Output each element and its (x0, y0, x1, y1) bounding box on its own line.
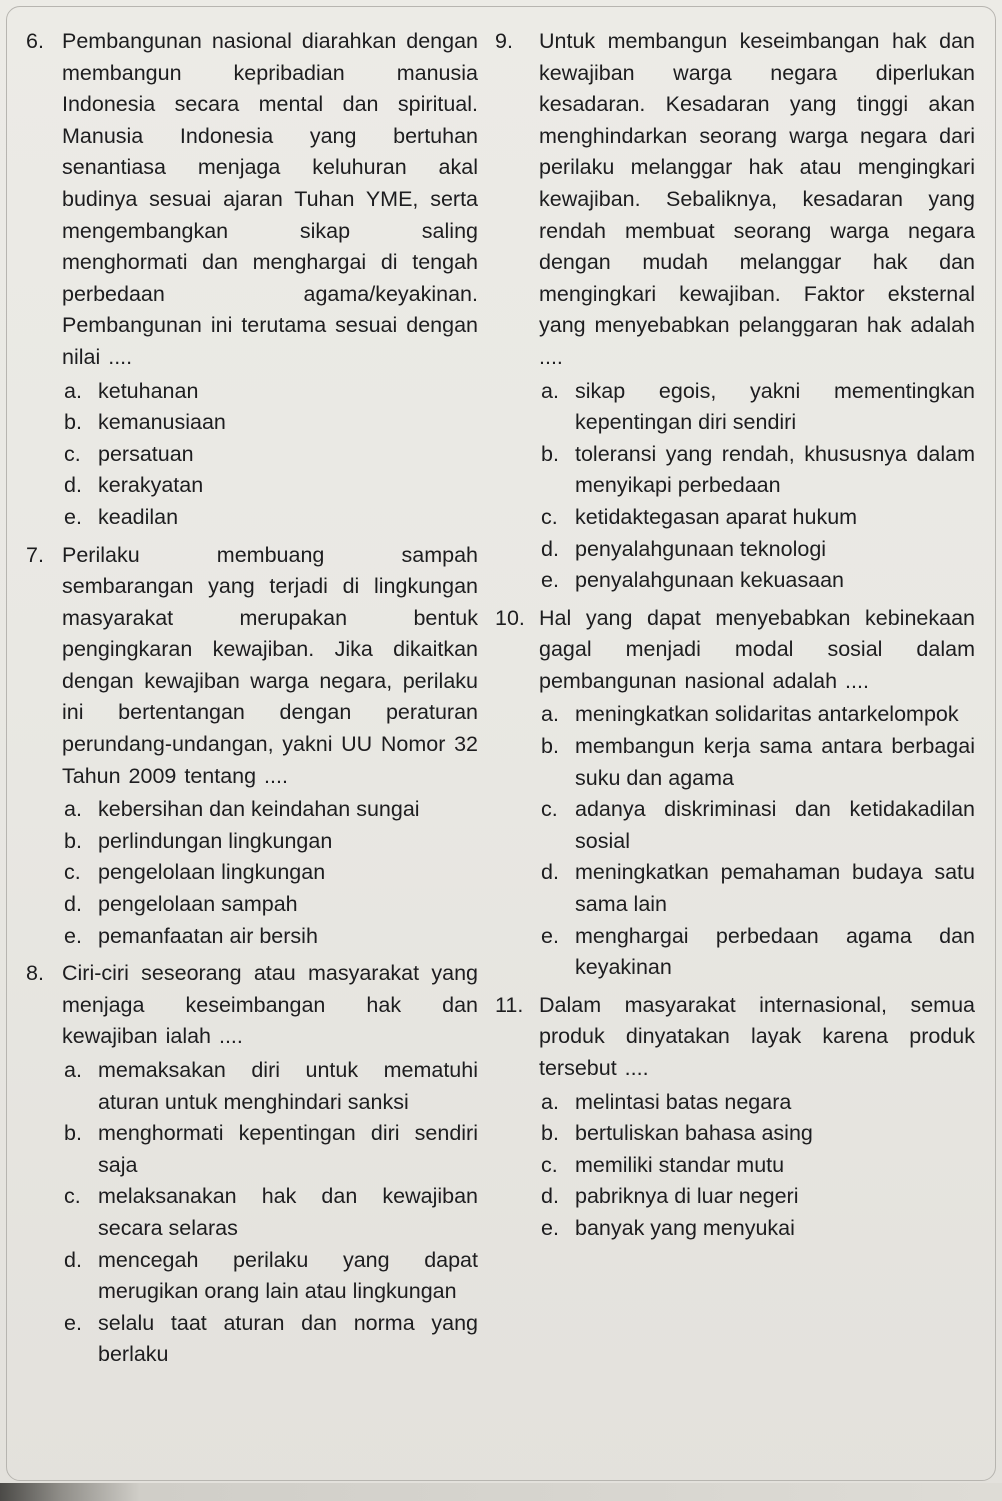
answer-option-c[interactable] (62, 857, 478, 889)
option-letter: c. (64, 1184, 81, 1209)
option-letter: d. (541, 1184, 559, 1209)
option-letter: e. (541, 568, 559, 593)
question-10 (495, 603, 975, 984)
question-stem: Perilaku membuang sampah sembarangan yang terjadi di lingkungan masyarakat merupakan bentuk pengingkaran kewajiban. Jika dikaitkan dengan kewajiban warga negara, perilaku ini bertentangan dengan peraturan perundang-undangan, yakni UU Nomor 32 Tahun 2009 tentang .... (62, 542, 478, 788)
question-number: 11. (495, 992, 524, 1017)
option-letter: a. (541, 1089, 559, 1114)
option-letter: d. (64, 892, 82, 917)
answer-options (539, 376, 975, 597)
question-7 (26, 540, 478, 953)
option-letter: a. (64, 378, 82, 403)
option-text: meningkatkan solidaritas antarkelompok (575, 702, 959, 727)
answer-option-a[interactable] (62, 376, 478, 408)
option-letter: b. (541, 441, 559, 466)
question-stem: Hal yang dapat menyebabkan kebinekaan gagal menjadi modal sosial dalam pembangunan nasional adalah .... (539, 605, 975, 693)
question-number: 10. (495, 605, 525, 630)
option-letter: a. (541, 378, 559, 403)
option-letter: b. (541, 734, 559, 759)
option-text: ketuhanan (98, 378, 199, 403)
option-text: mencegah perilaku yang dapat merugikan orang lain atau lingkungan (98, 1247, 478, 1304)
option-letter: a. (64, 1058, 82, 1082)
option-text: pabriknya di luar negeri (575, 1184, 799, 1209)
answer-option-e[interactable] (62, 1308, 478, 1371)
option-text: toleransi yang rendah, khususnya dalam menyikapi perbedaan (575, 441, 975, 498)
answer-option-d[interactable] (62, 889, 478, 921)
right-column (495, 26, 975, 1251)
answer-option-c[interactable] (539, 502, 975, 534)
option-text: kemanusiaan (98, 410, 226, 435)
option-text: sikap egois, yakni mementingkan kepentingan diri sendiri (575, 378, 975, 435)
option-text: melintasi batas negara (575, 1089, 792, 1114)
answer-option-b[interactable] (62, 826, 478, 858)
answer-option-a[interactable] (62, 1055, 478, 1118)
option-text: ketidaktegasan aparat hukum (575, 504, 858, 529)
question-11 (495, 990, 975, 1245)
answer-option-e[interactable] (539, 1213, 975, 1245)
question-number: 6. (26, 29, 44, 53)
answer-option-d[interactable] (539, 857, 975, 920)
answer-options (539, 1087, 975, 1245)
option-text: kebersihan dan keindahan sungai (98, 797, 420, 822)
option-letter: a. (541, 702, 559, 727)
answer-option-b[interactable] (62, 407, 478, 439)
option-text: memaksakan diri untuk mematuhi aturan untuk menghindari sanksi (98, 1058, 478, 1114)
answer-option-b[interactable] (539, 1118, 975, 1150)
option-text: meningkatkan pemahaman budaya satu sama lain (575, 860, 975, 917)
answer-option-d[interactable] (62, 1245, 478, 1308)
option-text: memiliki standar mutu (575, 1152, 785, 1177)
option-text: penyalahgunaan teknologi (575, 536, 827, 561)
option-text: penyalahgunaan kekuasaan (575, 568, 844, 593)
question-stem: Dalam masyarakat internasional, semua produk dinyatakan layak karena produk tersebut .... (539, 992, 975, 1080)
option-text: persatuan (98, 441, 194, 466)
option-letter: c. (64, 860, 81, 885)
answer-options (62, 794, 478, 952)
option-letter: e. (541, 923, 559, 948)
option-letter: b. (64, 828, 82, 853)
answer-option-a[interactable] (62, 794, 478, 826)
option-letter: c. (541, 504, 558, 529)
option-text: pengelolaan sampah (98, 892, 298, 917)
answer-option-e[interactable] (62, 921, 478, 953)
question-stem: Ciri-ciri seseorang atau masyarakat yang menjaga keseimbangan hak dan kewajiban ialah .... (62, 961, 478, 1049)
answer-option-e[interactable] (539, 921, 975, 984)
question-6 (26, 26, 478, 534)
option-letter: b. (64, 1121, 82, 1146)
option-text: membangun kerja sama antara berbagai suku dan agama (575, 734, 975, 790)
option-text: pengelolaan lingkungan (98, 860, 326, 885)
question-number: 8. (26, 961, 44, 986)
question-stem: Untuk membangun keseimbangan hak dan kewajiban warga negara diperlukan kesadaran. Kesadaran yang tinggi akan menghindarkan seorang warga negara dari perilaku melanggar hak atau mengingkari kewajiban. Sebaliknya, kesadaran yang rendah membuat seorang warga negara dengan mudah melanggar hak dan mengingkari kewajiban. Faktor eksternal yang menyebabkan pelanggaran hak adalah .... (539, 29, 975, 369)
option-letter: d. (64, 473, 82, 498)
option-letter: d. (541, 860, 559, 885)
answer-option-b[interactable] (62, 1118, 478, 1181)
page-edge-shadow (0, 1483, 1002, 1501)
option-letter: e. (64, 504, 82, 529)
option-text: adanya diskriminasi dan ketidakadilan sosial (575, 797, 975, 853)
answer-option-b[interactable] (539, 439, 975, 502)
answer-option-d[interactable] (539, 1181, 975, 1213)
answer-options (62, 1055, 478, 1371)
option-text: pemanfaatan air bersih (98, 923, 318, 948)
answer-options (62, 376, 478, 534)
question-8 (26, 958, 478, 1371)
option-text: selalu taat aturan dan norma yang berlaku (98, 1310, 478, 1367)
option-letter: e. (541, 1215, 559, 1240)
answer-option-d[interactable] (62, 470, 478, 502)
question-9 (495, 26, 975, 597)
option-text: perlindungan lingkungan (98, 828, 333, 853)
answer-option-e[interactable] (62, 502, 478, 534)
option-letter: d. (64, 1247, 82, 1272)
option-letter: b. (64, 410, 82, 435)
answer-option-c[interactable] (62, 439, 478, 471)
answer-option-c[interactable] (62, 1181, 478, 1244)
question-stem: Pembangunan nasional diarahkan dengan membangun kepribadian manusia Indonesia secara mental dan spiritual. Manusia Indonesia yang bertuhan senantiasa menjaga keluhuran akal budinya sesuai ajaran Tuhan YME, serta mengembangkan sikap saling menghormati dan menghargai di tengah perbedaan agama/keyakinan. Pembangunan ini terutama sesuai dengan nilai .... (62, 29, 478, 369)
option-text: menghargai perbedaan agama dan keyakinan (575, 923, 975, 980)
answer-options (539, 699, 975, 983)
option-text: melaksanakan hak dan kewajiban secara selaras (98, 1184, 478, 1240)
option-letter: c. (64, 441, 81, 466)
option-text: menghormati kepentingan diri sendiri saja (98, 1121, 478, 1177)
answer-option-d[interactable] (539, 534, 975, 566)
option-letter: c. (541, 797, 558, 822)
question-number: 9. (495, 29, 513, 53)
option-text: banyak yang menyukai (575, 1215, 795, 1240)
option-letter: c. (541, 1152, 558, 1177)
answer-option-e[interactable] (539, 565, 975, 597)
option-letter: e. (64, 1310, 82, 1335)
answer-option-a[interactable] (539, 376, 975, 439)
question-number: 7. (26, 542, 44, 567)
answer-option-c[interactable] (539, 1150, 975, 1182)
option-letter: d. (541, 536, 559, 561)
option-letter: b. (541, 1121, 559, 1146)
option-letter: e. (64, 923, 82, 948)
answer-option-b[interactable] (539, 731, 975, 794)
answer-option-c[interactable] (539, 794, 975, 857)
answer-option-a[interactable] (539, 1087, 975, 1119)
option-text: bertuliskan bahasa asing (575, 1121, 813, 1146)
option-text: keadilan (98, 504, 179, 529)
option-letter: a. (64, 797, 82, 822)
answer-option-a[interactable] (539, 699, 975, 731)
option-text: kerakyatan (98, 473, 204, 498)
left-column (26, 26, 478, 1377)
